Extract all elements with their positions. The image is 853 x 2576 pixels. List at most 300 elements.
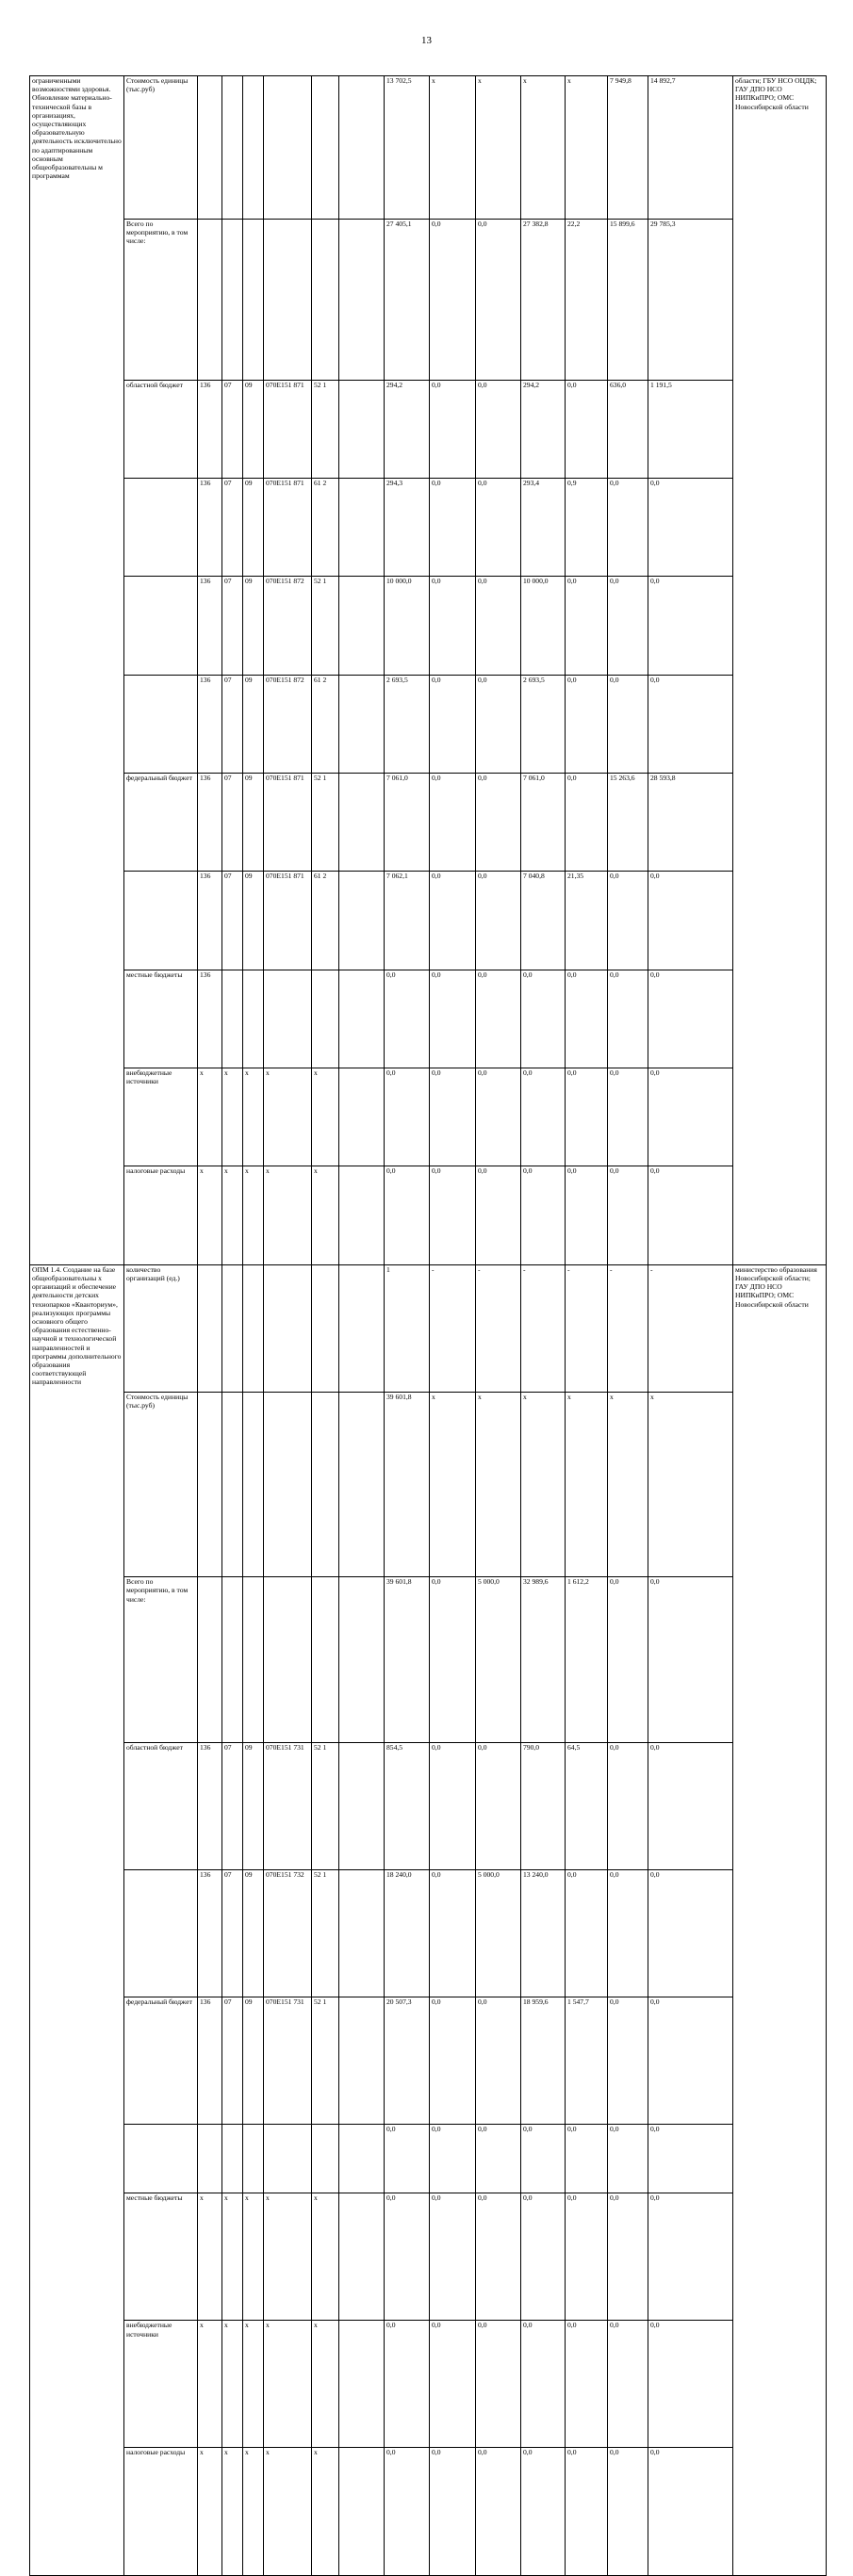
spacer-cell xyxy=(339,872,385,970)
kbk-glrbs-cell: 136 xyxy=(198,872,222,970)
kbk-csr-cell xyxy=(264,970,312,1068)
kbk-csr-cell: x xyxy=(264,2321,312,2448)
kbk-vr-cell: 52 1 xyxy=(312,1869,339,1997)
table-row xyxy=(30,380,827,478)
spacer-cell xyxy=(339,577,385,675)
kbk-vr-cell xyxy=(312,1577,339,1743)
year-5-cell: 0,0 xyxy=(608,1997,648,2124)
year-6-cell: 0,0 xyxy=(648,1742,733,1869)
year-3-cell: x xyxy=(521,76,566,220)
total-cell: 2 693,5 xyxy=(385,675,430,773)
kbk-vr-cell: x xyxy=(312,1166,339,1264)
year-1-cell: 0,0 xyxy=(430,872,476,970)
year-4-cell: x xyxy=(566,1392,608,1576)
kbk-rz-cell: 07 xyxy=(222,872,243,970)
kbk-csr-cell xyxy=(264,1577,312,1743)
year-5-cell: 0,0 xyxy=(608,2321,648,2448)
year-4-cell: 0,0 xyxy=(566,1068,608,1166)
kbk-glrbs-cell: 136 xyxy=(198,380,222,478)
year-2-cell: 0,0 xyxy=(476,577,521,675)
kbk-pr-cell: x xyxy=(243,2321,264,2448)
kbk-rz-cell: 07 xyxy=(222,675,243,773)
year-4-cell: 0,9 xyxy=(566,478,608,576)
year-1-cell: 0,0 xyxy=(430,2193,476,2321)
kbk-csr-cell: x xyxy=(264,1166,312,1264)
kbk-csr-cell xyxy=(264,1264,312,1392)
table-row xyxy=(30,675,827,773)
kbk-vr-cell: 52 1 xyxy=(312,1997,339,2124)
source-cell xyxy=(124,2124,198,2193)
year-6-cell: 0,0 xyxy=(648,577,733,675)
spacer-cell xyxy=(339,774,385,872)
table-row xyxy=(30,872,827,970)
year-6-cell: 0,0 xyxy=(648,1068,733,1166)
year-2-cell: 0,0 xyxy=(476,219,521,380)
kbk-glrbs-cell: x xyxy=(198,2448,222,2575)
total-cell: 0,0 xyxy=(385,2321,430,2448)
year-5-cell: 0,0 xyxy=(608,478,648,576)
table-row xyxy=(30,970,827,1068)
year-3-cell: 0,0 xyxy=(521,1068,566,1166)
table-row xyxy=(30,1166,827,1264)
kbk-csr-cell xyxy=(264,76,312,220)
year-2-cell: 0,0 xyxy=(476,478,521,576)
kbk-glrbs-cell: 136 xyxy=(198,970,222,1068)
kbk-vr-cell xyxy=(312,1264,339,1392)
year-3-cell: 7 040,8 xyxy=(521,872,566,970)
spacer-cell xyxy=(339,1068,385,1166)
year-4-cell: 0,0 xyxy=(566,970,608,1068)
kbk-csr-cell: 070Е151 871 xyxy=(264,478,312,576)
year-6-cell: 28 593,8 xyxy=(648,774,733,872)
kbk-rz-cell xyxy=(222,2124,243,2193)
year-6-cell: 0,0 xyxy=(648,1166,733,1264)
year-3-cell: 293,4 xyxy=(521,478,566,576)
kbk-rz-cell xyxy=(222,970,243,1068)
source-cell xyxy=(124,1869,198,1997)
kbk-rz-cell xyxy=(222,219,243,380)
kbk-glrbs-cell: x xyxy=(198,2193,222,2321)
year-6-cell: 0,0 xyxy=(648,2124,733,2193)
kbk-vr-cell xyxy=(312,219,339,380)
kbk-csr-cell: x xyxy=(264,1068,312,1166)
year-6-cell: 0,0 xyxy=(648,1577,733,1743)
year-5-cell: 15 899,6 xyxy=(608,219,648,380)
total-cell: 10 000,0 xyxy=(385,577,430,675)
year-2-cell: 5 000,0 xyxy=(476,1869,521,1997)
kbk-pr-cell: 09 xyxy=(243,872,264,970)
kbk-pr-cell: 09 xyxy=(243,1869,264,1997)
year-3-cell: 7 061,0 xyxy=(521,774,566,872)
spacer-cell xyxy=(339,76,385,220)
kbk-rz-cell: x xyxy=(222,1166,243,1264)
total-cell: 854,5 xyxy=(385,1742,430,1869)
year-4-cell: 0,0 xyxy=(566,380,608,478)
total-cell: 27 405,1 xyxy=(385,219,430,380)
kbk-csr-cell: 070Е151 871 xyxy=(264,774,312,872)
kbk-rz-cell xyxy=(222,1392,243,1576)
source-cell: федеральный бюджет xyxy=(124,1997,198,2124)
year-4-cell: 0,0 xyxy=(566,2124,608,2193)
year-5-cell: 0,0 xyxy=(608,1166,648,1264)
year-4-cell: - xyxy=(566,1264,608,1392)
spacer-cell xyxy=(339,675,385,773)
kbk-pr-cell xyxy=(243,1392,264,1576)
year-1-cell: 0,0 xyxy=(430,970,476,1068)
total-cell: 18 240,0 xyxy=(385,1869,430,1997)
year-4-cell: 0,0 xyxy=(566,675,608,773)
year-2-cell: 0,0 xyxy=(476,380,521,478)
year-3-cell: 10 000,0 xyxy=(521,577,566,675)
spacer-cell xyxy=(339,1166,385,1264)
year-5-cell: 0,0 xyxy=(608,2448,648,2575)
kbk-vr-cell xyxy=(312,1392,339,1576)
kbk-vr-cell xyxy=(312,2124,339,2193)
total-cell: 0,0 xyxy=(385,2124,430,2193)
kbk-csr-cell: 070Е151 731 xyxy=(264,1742,312,1869)
kbk-rz-cell: 07 xyxy=(222,1869,243,1997)
year-4-cell: 1 612,2 xyxy=(566,1577,608,1743)
kbk-pr-cell: x xyxy=(243,2448,264,2575)
kbk-rz-cell: x xyxy=(222,2193,243,2321)
kbk-pr-cell xyxy=(243,1264,264,1392)
year-1-cell: x xyxy=(430,76,476,220)
total-cell: 0,0 xyxy=(385,1166,430,1264)
year-2-cell: 0,0 xyxy=(476,774,521,872)
kbk-pr-cell xyxy=(243,970,264,1068)
spacer-cell xyxy=(339,1392,385,1576)
spacer-cell xyxy=(339,2193,385,2321)
table-row xyxy=(30,1742,827,1869)
kbk-glrbs-cell: 136 xyxy=(198,675,222,773)
year-5-cell: x xyxy=(608,1392,648,1576)
kbk-pr-cell: x xyxy=(243,2193,264,2321)
total-cell: 7 062,1 xyxy=(385,872,430,970)
year-3-cell: 13 240,0 xyxy=(521,1869,566,1997)
kbk-rz-cell: 07 xyxy=(222,1997,243,2124)
year-2-cell: 0,0 xyxy=(476,675,521,773)
year-6-cell: 0,0 xyxy=(648,2193,733,2321)
year-4-cell: 0,0 xyxy=(566,2193,608,2321)
year-2-cell: 0,0 xyxy=(476,1068,521,1166)
year-4-cell: 0,0 xyxy=(566,2321,608,2448)
kbk-vr-cell: x xyxy=(312,2193,339,2321)
total-cell: 294,2 xyxy=(385,380,430,478)
year-1-cell: 0,0 xyxy=(430,1742,476,1869)
year-6-cell: 0,0 xyxy=(648,478,733,576)
year-6-cell: 0,0 xyxy=(648,1869,733,1997)
table-row xyxy=(30,1392,827,1576)
spacer-cell xyxy=(339,2448,385,2575)
kbk-rz-cell xyxy=(222,1577,243,1743)
source-cell: Стоимость единицы (тыс.руб) xyxy=(124,76,198,220)
year-1-cell: - xyxy=(430,1264,476,1392)
kbk-glrbs-cell: 136 xyxy=(198,1869,222,1997)
kbk-glrbs-cell xyxy=(198,1264,222,1392)
source-cell: налоговые расходы xyxy=(124,2448,198,2575)
kbk-rz-cell: x xyxy=(222,2321,243,2448)
kbk-pr-cell: x xyxy=(243,1068,264,1166)
source-cell: областной бюджет xyxy=(124,380,198,478)
year-4-cell: 21,35 xyxy=(566,872,608,970)
year-2-cell: 0,0 xyxy=(476,872,521,970)
year-3-cell: 790,0 xyxy=(521,1742,566,1869)
kbk-vr-cell xyxy=(312,970,339,1068)
year-5-cell: 0,0 xyxy=(608,1577,648,1743)
year-1-cell: 0,0 xyxy=(430,380,476,478)
year-5-cell: 15 263,6 xyxy=(608,774,648,872)
kbk-csr-cell: 070Е151 732 xyxy=(264,1869,312,1997)
year-5-cell: 636,0 xyxy=(608,380,648,478)
kbk-pr-cell xyxy=(243,219,264,380)
total-cell: 0,0 xyxy=(385,970,430,1068)
table-row xyxy=(30,1869,827,1997)
executor-cell: области; ГБУ НСО ОЦДК; ГАУ ДПО НСО НИПКиПРО; ОМС Новосибирской области xyxy=(733,76,827,1265)
kbk-csr-cell: 070Е151 871 xyxy=(264,872,312,970)
year-4-cell: 0,0 xyxy=(566,2448,608,2575)
year-1-cell: 0,0 xyxy=(430,1997,476,2124)
kbk-pr-cell: 09 xyxy=(243,478,264,576)
kbk-vr-cell: 52 1 xyxy=(312,1742,339,1869)
year-4-cell: 0,0 xyxy=(566,577,608,675)
source-cell: областной бюджет xyxy=(124,1742,198,1869)
program-measures-table xyxy=(29,75,827,2576)
source-cell: Всего по мероприятию, в том числе: xyxy=(124,1577,198,1743)
year-2-cell: 0,0 xyxy=(476,1742,521,1869)
spacer-cell xyxy=(339,1742,385,1869)
year-3-cell: x xyxy=(521,1392,566,1576)
table-row xyxy=(30,2193,827,2321)
year-1-cell: 0,0 xyxy=(430,1166,476,1264)
kbk-glrbs-cell: 136 xyxy=(198,478,222,576)
measure-name-cell: ограниченными возможностями здоровья. Обновление материально-технической базы в организациях, осуществляющих образовательную деятельность исключительно по адаптированным основным общеобразовательны м программам xyxy=(30,76,124,1265)
table-row xyxy=(30,577,827,675)
year-5-cell: 0,0 xyxy=(608,2193,648,2321)
source-cell: количество организаций (ед.) xyxy=(124,1264,198,1392)
total-cell: 7 061,0 xyxy=(385,774,430,872)
kbk-csr-cell: x xyxy=(264,2448,312,2575)
kbk-vr-cell: 52 1 xyxy=(312,380,339,478)
kbk-vr-cell xyxy=(312,76,339,220)
kbk-rz-cell: 07 xyxy=(222,577,243,675)
total-cell: 39 601,8 xyxy=(385,1392,430,1576)
year-2-cell: 0,0 xyxy=(476,2321,521,2448)
source-cell: налоговые расходы xyxy=(124,1166,198,1264)
kbk-glrbs-cell: 136 xyxy=(198,1997,222,2124)
kbk-vr-cell: 52 1 xyxy=(312,774,339,872)
year-3-cell: 27 382,8 xyxy=(521,219,566,380)
kbk-glrbs-cell xyxy=(198,1392,222,1576)
source-cell xyxy=(124,675,198,773)
kbk-rz-cell: 07 xyxy=(222,478,243,576)
kbk-rz-cell: 07 xyxy=(222,774,243,872)
year-1-cell: 0,0 xyxy=(430,2124,476,2193)
kbk-glrbs-cell xyxy=(198,2124,222,2193)
year-1-cell: 0,0 xyxy=(430,1068,476,1166)
year-3-cell: 32 989,6 xyxy=(521,1577,566,1743)
kbk-csr-cell xyxy=(264,219,312,380)
kbk-glrbs-cell xyxy=(198,1577,222,1743)
year-1-cell: 0,0 xyxy=(430,1869,476,1997)
year-5-cell: - xyxy=(608,1264,648,1392)
kbk-csr-cell: 070Е151 871 xyxy=(264,380,312,478)
kbk-pr-cell: 09 xyxy=(243,577,264,675)
kbk-rz-cell: x xyxy=(222,2448,243,2575)
year-6-cell: 14 892,7 xyxy=(648,76,733,220)
kbk-vr-cell: x xyxy=(312,2321,339,2448)
year-2-cell: x xyxy=(476,1392,521,1576)
table-row xyxy=(30,1997,827,2124)
kbk-csr-cell: 070Е151 872 xyxy=(264,675,312,773)
year-1-cell: 0,0 xyxy=(430,1577,476,1743)
page-number: 13 xyxy=(421,35,432,46)
year-3-cell: 0,0 xyxy=(521,2193,566,2321)
year-5-cell: 0,0 xyxy=(608,970,648,1068)
spacer-cell xyxy=(339,380,385,478)
source-cell xyxy=(124,872,198,970)
year-5-cell: 0,0 xyxy=(608,675,648,773)
kbk-glrbs-cell: 136 xyxy=(198,774,222,872)
table-row xyxy=(30,2448,827,2575)
kbk-pr-cell: 09 xyxy=(243,380,264,478)
kbk-vr-cell: 61 2 xyxy=(312,675,339,773)
year-3-cell: 0,0 xyxy=(521,970,566,1068)
table-row xyxy=(30,1068,827,1166)
source-cell: внебюджетные источники xyxy=(124,2321,198,2448)
total-cell: 1 xyxy=(385,1264,430,1392)
source-cell xyxy=(124,577,198,675)
year-3-cell: 0,0 xyxy=(521,2321,566,2448)
year-3-cell: 18 959,6 xyxy=(521,1997,566,2124)
year-3-cell: - xyxy=(521,1264,566,1392)
source-cell: Всего по мероприятию, в том числе: xyxy=(124,219,198,380)
table-row xyxy=(30,2124,827,2193)
spacer-cell xyxy=(339,1577,385,1743)
kbk-glrbs-cell: 136 xyxy=(198,577,222,675)
year-3-cell: 0,0 xyxy=(521,1166,566,1264)
spacer-cell xyxy=(339,219,385,380)
kbk-glrbs-cell: x xyxy=(198,2321,222,2448)
kbk-pr-cell xyxy=(243,76,264,220)
year-5-cell: 0,0 xyxy=(608,2124,648,2193)
year-6-cell: - xyxy=(648,1264,733,1392)
total-cell: 0,0 xyxy=(385,2448,430,2575)
year-5-cell: 0,0 xyxy=(608,1869,648,1997)
total-cell: 13 702,5 xyxy=(385,76,430,220)
kbk-vr-cell: 61 2 xyxy=(312,478,339,576)
kbk-vr-cell: 52 1 xyxy=(312,577,339,675)
spacer-cell xyxy=(339,970,385,1068)
year-2-cell: 0,0 xyxy=(476,2448,521,2575)
spacer-cell xyxy=(339,478,385,576)
kbk-rz-cell xyxy=(222,76,243,220)
kbk-csr-cell xyxy=(264,1392,312,1576)
executor-cell: министерство образования Новосибирской области; ГАУ ДПО НСО НИПКиПРО; ОМС Новосибирской области xyxy=(733,1264,827,2575)
kbk-glrbs-cell: 136 xyxy=(198,1742,222,1869)
year-4-cell: 0,0 xyxy=(566,774,608,872)
year-2-cell: 0,0 xyxy=(476,1166,521,1264)
kbk-glrbs-cell xyxy=(198,76,222,220)
kbk-glrbs-cell: x xyxy=(198,1068,222,1166)
kbk-pr-cell xyxy=(243,1577,264,1743)
source-cell: федеральный бюджет xyxy=(124,774,198,872)
kbk-vr-cell: x xyxy=(312,1068,339,1166)
year-6-cell: 29 785,3 xyxy=(648,219,733,380)
kbk-rz-cell xyxy=(222,1264,243,1392)
year-4-cell: x xyxy=(566,76,608,220)
kbk-rz-cell: x xyxy=(222,1068,243,1166)
source-cell: местные бюджеты xyxy=(124,970,198,1068)
year-6-cell: x xyxy=(648,1392,733,1576)
year-3-cell: 2 693,5 xyxy=(521,675,566,773)
year-1-cell: 0,0 xyxy=(430,219,476,380)
year-6-cell: 0,0 xyxy=(648,872,733,970)
year-1-cell: 0,0 xyxy=(430,2448,476,2575)
year-2-cell: 0,0 xyxy=(476,2193,521,2321)
year-4-cell: 64,5 xyxy=(566,1742,608,1869)
total-cell: 39 601,8 xyxy=(385,1577,430,1743)
year-2-cell: - xyxy=(476,1264,521,1392)
year-3-cell: 0,0 xyxy=(521,2124,566,2193)
year-1-cell: 0,0 xyxy=(430,2321,476,2448)
year-6-cell: 0,0 xyxy=(648,675,733,773)
year-2-cell: 0,0 xyxy=(476,970,521,1068)
year-4-cell: 0,0 xyxy=(566,1166,608,1264)
spacer-cell xyxy=(339,2124,385,2193)
year-4-cell: 1 547,7 xyxy=(566,1997,608,2124)
year-2-cell: 5 000,0 xyxy=(476,1577,521,1743)
year-2-cell: 0,0 xyxy=(476,1997,521,2124)
year-2-cell: 0,0 xyxy=(476,2124,521,2193)
kbk-pr-cell: 09 xyxy=(243,1742,264,1869)
kbk-rz-cell: 07 xyxy=(222,1742,243,1869)
year-1-cell: 0,0 xyxy=(430,577,476,675)
year-6-cell: 0,0 xyxy=(648,970,733,1068)
kbk-pr-cell: 09 xyxy=(243,774,264,872)
year-4-cell: 22,2 xyxy=(566,219,608,380)
kbk-csr-cell: x xyxy=(264,2193,312,2321)
year-4-cell: 0,0 xyxy=(566,1869,608,1997)
source-cell: внебюджетные источники xyxy=(124,1068,198,1166)
total-cell: 0,0 xyxy=(385,1068,430,1166)
year-6-cell: 1 191,5 xyxy=(648,380,733,478)
spacer-cell xyxy=(339,1869,385,1997)
kbk-glrbs-cell xyxy=(198,219,222,380)
year-6-cell: 0,0 xyxy=(648,1997,733,2124)
table-row xyxy=(30,1264,827,1392)
year-5-cell: 0,0 xyxy=(608,577,648,675)
year-1-cell: 0,0 xyxy=(430,478,476,576)
spacer-cell xyxy=(339,2321,385,2448)
year-6-cell: 0,0 xyxy=(648,2321,733,2448)
spacer-cell xyxy=(339,1264,385,1392)
kbk-glrbs-cell: x xyxy=(198,1166,222,1264)
kbk-vr-cell: 61 2 xyxy=(312,872,339,970)
kbk-csr-cell xyxy=(264,2124,312,2193)
table-row xyxy=(30,219,827,380)
kbk-pr-cell xyxy=(243,2124,264,2193)
source-cell xyxy=(124,478,198,576)
year-3-cell: 294,2 xyxy=(521,380,566,478)
kbk-pr-cell: 09 xyxy=(243,1997,264,2124)
kbk-pr-cell: 09 xyxy=(243,675,264,773)
kbk-pr-cell: x xyxy=(243,1166,264,1264)
table-row xyxy=(30,1577,827,1743)
year-5-cell: 0,0 xyxy=(608,872,648,970)
table-row xyxy=(30,76,827,220)
total-cell: 0,0 xyxy=(385,2193,430,2321)
kbk-csr-cell: 070Е151 872 xyxy=(264,577,312,675)
